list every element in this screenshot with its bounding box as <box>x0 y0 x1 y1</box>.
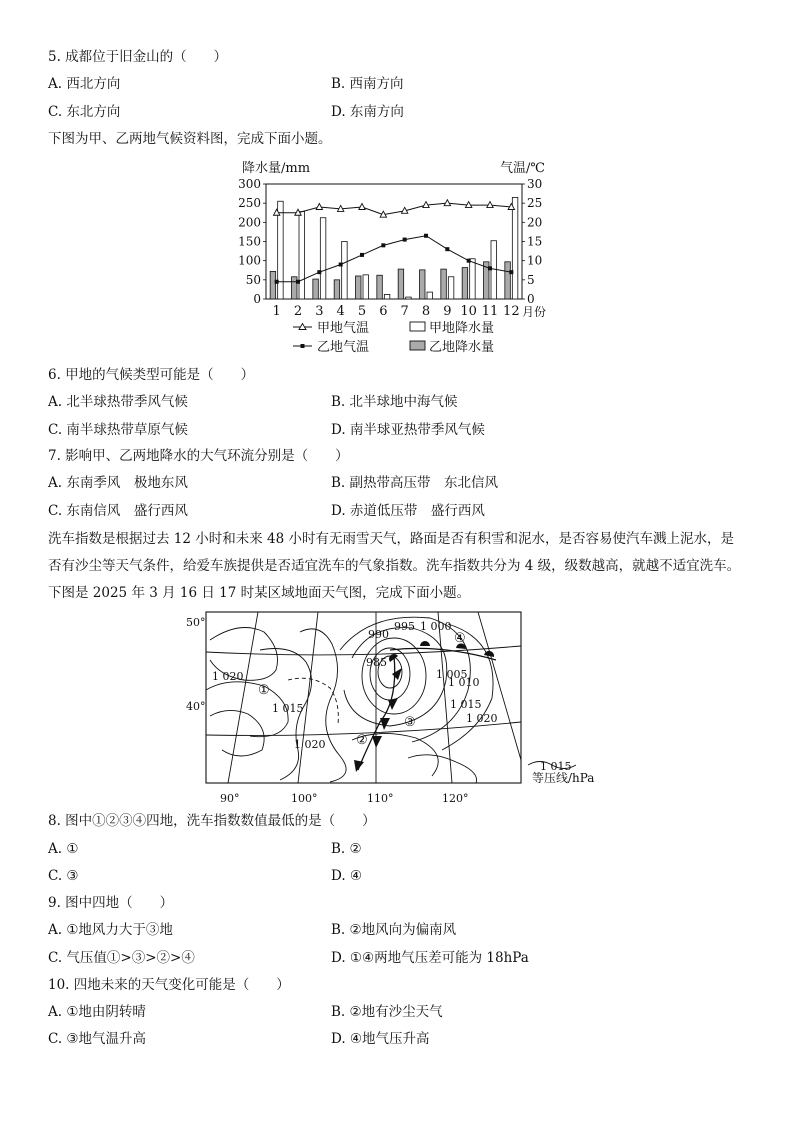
left-tick-label: 100 <box>238 253 261 268</box>
q7-option-d: D. 赤道低压带 盛行西风 <box>331 503 485 519</box>
bar-yi-precip <box>505 262 511 299</box>
q8-option-c: C. ③ <box>48 868 79 884</box>
isobar-1020-west: 1 020 <box>212 670 244 683</box>
point-yi-temp <box>509 270 513 274</box>
left-ticks <box>238 177 266 306</box>
lat-40: 40° <box>186 700 206 713</box>
point-jia-temp <box>316 204 322 210</box>
q5-option-c: C. 东北方向 <box>48 104 121 120</box>
month-label: 11 <box>481 304 499 319</box>
bar-yi-precip <box>462 268 468 299</box>
month-unit: 月份 <box>522 305 547 319</box>
bar-jia-precip <box>427 292 433 299</box>
isobar-1020-east: 1 020 <box>466 712 498 725</box>
intro-carwash-line2: 否有沙尘等天气条件，给爱车族提供是否适宜洗车的气象指数。洗车指数共分为 4 级，级数越高，就越不适宜洗车。 <box>48 558 741 574</box>
bar-yi-precip <box>270 271 276 299</box>
bar-yi-precip <box>398 269 404 299</box>
q6-option-d: D. 南半球亚热带季风气候 <box>331 422 485 438</box>
point-yi-temp <box>339 263 343 267</box>
right-tick-label: 25 <box>527 196 543 211</box>
point-yi-temp <box>445 247 449 251</box>
point-yi-temp <box>467 259 471 263</box>
legend-yi-precip: 乙地降水量 <box>429 340 495 355</box>
q9-option-d: D. ①④两地气压差可能为 18hPa <box>331 950 529 966</box>
q10-option-a: A. ①地由阴转晴 <box>48 1004 146 1020</box>
q7-stem: 7. 影响甲、乙两地降水的大气环流分别是（ ） <box>48 448 349 464</box>
right-axis-label: 气温/℃ <box>500 161 545 176</box>
month-labels <box>273 304 520 319</box>
q6-stem: 6. 甲地的气候类型可能是（ ） <box>48 367 255 383</box>
month-label: 2 <box>293 304 303 319</box>
q7-option-c: C. 东南信风 盛行西风 <box>48 503 188 519</box>
right-tick-label: 5 <box>527 272 535 287</box>
bar-yi-precip <box>420 270 426 299</box>
q5-stem: 5. 成都位于旧金山的（ ） <box>48 49 228 65</box>
lon-90: 90° <box>220 792 240 805</box>
point-2: ② <box>356 733 368 748</box>
left-tick-label: 150 <box>238 234 261 249</box>
legend-label: 等压线/hPa <box>532 771 595 785</box>
legend <box>293 320 494 355</box>
lon-120: 120° <box>442 792 469 805</box>
month-label: 9 <box>443 304 452 319</box>
left-tick-label: 300 <box>238 177 261 191</box>
q9-option-a: A. ①地风力大于③地 <box>48 922 173 938</box>
isobar-995: 995 <box>394 620 415 633</box>
isobar-985: 985 <box>366 656 387 669</box>
bar-yi-precip <box>377 275 383 299</box>
month-label: 1 <box>272 304 281 319</box>
q8-option-a: A. ① <box>48 841 79 857</box>
isobar-legend <box>528 760 594 785</box>
q8-option-d: D. ④ <box>331 868 363 884</box>
bar-jia-precip <box>299 212 305 299</box>
lon-110: 110° <box>367 792 394 805</box>
q5-option-b: B. 西南方向 <box>331 76 404 92</box>
bar-jia-precip <box>470 259 476 299</box>
point-jia-temp <box>444 200 450 206</box>
legend-jia-precip: 甲地降水量 <box>429 321 495 336</box>
q10-stem: 10. 四地未来的天气变化可能是（ ） <box>48 977 290 993</box>
intro-climate: 下图为甲、乙两地气候资料图，完成下面小题。 <box>48 131 332 147</box>
month-label: 12 <box>503 304 520 319</box>
isobar-1000: 1 000 <box>420 620 452 633</box>
intro-carwash-line1: 洗车指数是根据过去 12 小时和未来 48 小时有无雨雪天气，路面是否有积雪和泥水，是否容易使汽车溅上泥水，是 <box>48 531 735 547</box>
q6-option-a: A. 北半球热带季风气候 <box>48 394 188 410</box>
right-tick-label: 20 <box>527 215 543 230</box>
point-yi-temp <box>381 243 385 247</box>
right-tick-label: 15 <box>527 234 543 249</box>
point-3: ③ <box>404 715 416 730</box>
point-yi-temp <box>296 280 300 284</box>
left-tick-label: 50 <box>245 272 261 287</box>
isobar-1020-south: 1 020 <box>294 738 326 751</box>
right-ticks <box>522 177 542 306</box>
q9-option-b: B. ②地风向为偏南风 <box>331 922 457 938</box>
point-1: ① <box>258 683 270 698</box>
right-tick-label: 0 <box>527 292 535 306</box>
lines <box>273 200 514 284</box>
bar-yi-precip <box>313 279 319 299</box>
q10-option-b: B. ②地有沙尘天气 <box>331 1004 443 1020</box>
month-label: 3 <box>315 304 324 319</box>
q5-option-d: D. 东南方向 <box>331 104 404 120</box>
point-yi-temp <box>317 270 321 274</box>
q9-option-c: C. 气压值①>③>②>④ <box>48 950 195 966</box>
point-4: ④ <box>454 631 466 646</box>
isobar-1015-east: 1 015 <box>450 698 482 711</box>
isobar-1015-west: 1 015 <box>272 702 304 715</box>
bar-jia-precip <box>342 242 348 300</box>
q6-option-b: B. 北半球地中海气候 <box>331 394 458 410</box>
point-jia-temp <box>359 204 365 210</box>
month-label: 8 <box>421 304 431 319</box>
q7-option-b: B. 副热带高压带 东北信风 <box>331 475 499 491</box>
right-tick-label: 10 <box>527 253 543 268</box>
left-tick-label: 250 <box>238 196 261 211</box>
isobar-1010: 1 010 <box>448 676 480 689</box>
bar-jia-precip <box>406 297 412 299</box>
weather-map <box>180 610 620 810</box>
bar-jia-precip <box>512 197 518 299</box>
point-jia-temp <box>487 202 493 208</box>
legend-jia-temp: 甲地气温 <box>317 321 370 336</box>
month-label: 4 <box>336 304 345 319</box>
bar-yi-precip <box>356 276 362 299</box>
left-tick-label: 0 <box>253 292 261 306</box>
point-yi-temp <box>403 238 407 242</box>
isobar-990: 990 <box>368 628 389 641</box>
line-yi-temp <box>277 236 512 282</box>
climate-chart <box>230 155 560 360</box>
point-yi-temp <box>275 280 279 284</box>
bar-yi-precip <box>441 269 447 299</box>
point-yi-temp <box>360 253 364 257</box>
q8-stem: 8. 图中①②③④四地，洗车指数数值最低的是（ ） <box>48 813 376 829</box>
q7-option-a: A. 东南季风 极地东风 <box>48 475 188 491</box>
point-yi-temp <box>488 266 492 270</box>
line-jia-temp <box>277 203 512 215</box>
month-label: 7 <box>400 304 409 319</box>
q10-option-c: C. ③地气温升高 <box>48 1031 147 1047</box>
q6-option-c: C. 南半球热带草原气候 <box>48 422 188 438</box>
month-label: 5 <box>357 304 367 319</box>
bar-jia-precip <box>278 201 284 299</box>
legend-value: 1 015 <box>540 760 572 773</box>
intro-carwash-line3: 下图是 2025 年 3 月 16 日 17 时某区域地面天气图，完成下面小题。 <box>48 585 471 601</box>
lon-100: 100° <box>291 792 318 805</box>
q8-option-b: B. ② <box>331 841 362 857</box>
q9-stem: 9. 图中四地（ ） <box>48 895 174 911</box>
bar-jia-precip <box>320 218 326 299</box>
lat-50: 50° <box>186 616 206 629</box>
point-yi-temp <box>424 234 428 238</box>
right-tick-label: 30 <box>527 177 543 191</box>
left-axis-label: 降水量/mm <box>242 161 311 176</box>
q5-option-a: A. 西北方向 <box>48 76 121 92</box>
bar-jia-precip <box>448 277 454 299</box>
month-label: 10 <box>460 304 477 319</box>
month-label: 6 <box>379 304 388 319</box>
bar-yi-precip <box>334 280 340 299</box>
bar-jia-precip <box>363 275 369 299</box>
left-tick-label: 200 <box>238 215 261 230</box>
isobar-1005: 1 005 <box>436 668 468 681</box>
bar-jia-precip <box>384 294 390 299</box>
legend-yi-temp: 乙地气温 <box>317 340 370 355</box>
q10-option-d: D. ④地气压升高 <box>331 1031 430 1047</box>
